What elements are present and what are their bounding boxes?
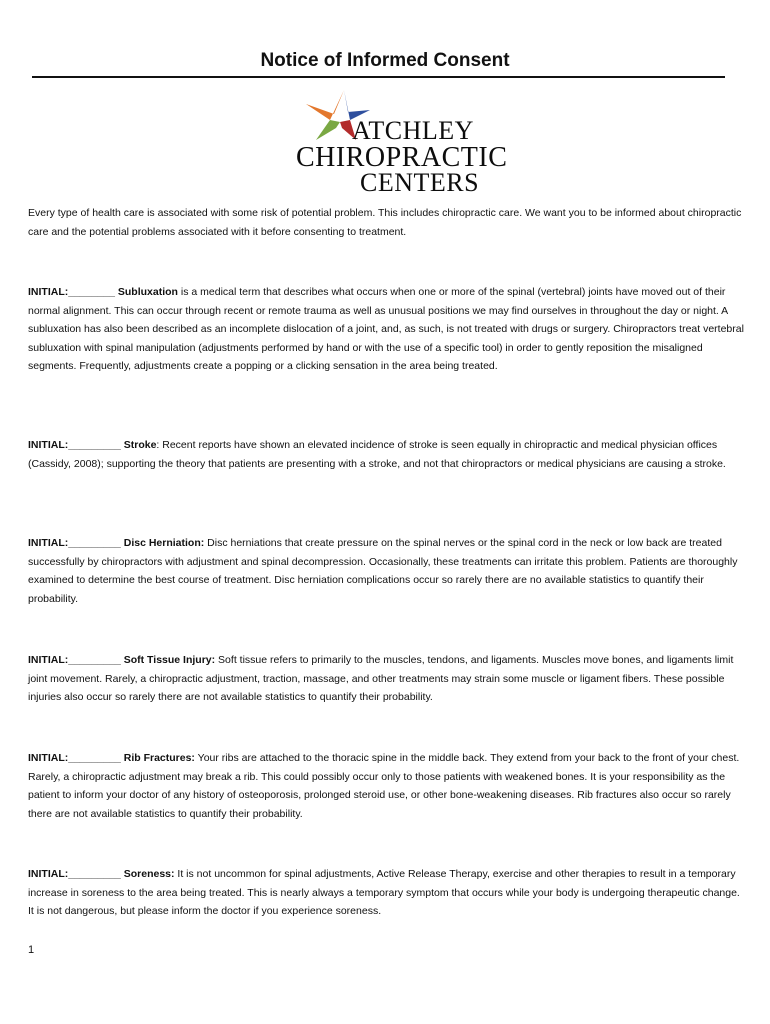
initial-line[interactable]: INITIAL:_________ [28, 654, 121, 666]
consent-section-stroke [28, 436, 746, 473]
section-text: Disc herniations that create pressure on the spinal nerves or the spinal cord in the neck or low back are treated successfully by chiropractors with adjustment and spinal decompression. Occasionally, these treatments can irritate this problem. Patients are thoroughly examined to determine the best course of treatment. Disc herniation complications occur so rarely there are no available statistics to quantify their probability. [28, 537, 738, 605]
section-text: Your ribs are attached to the thoracic spine in the middle back. They extend from your back to the front of your chest. Rarely, a chiropractic adjustment may break a rib. This could possibly occur only to those patients with weakened bones. It is your responsibility as the patient to inform your doctor of any history of osteoporosis, prolonged steroid use, or other bone-weakening diseases. Rib fractures also occur so rarely there are not available statistics to quantify their probability. [28, 752, 740, 820]
section-term: Disc Herniation: [123, 537, 205, 549]
clinic-logo [296, 82, 508, 197]
section-text: Soft tissue refers to primarily to the muscles, tendons, and ligaments. Muscles move bones, and ligaments limit joint movement. Rarely, a chiropractic adjustment, traction, massage, and other treatments may strain some muscle or ligament fibers. These possible injuries also occur so rarely there are not available statistics to quantify their probability. [28, 654, 734, 703]
section-term: Rib Fractures: [123, 752, 195, 764]
initial-line[interactable]: INITIAL:_________ [28, 439, 121, 451]
consent-section-disc-herniation [28, 534, 746, 608]
consent-section-soft-tissue [28, 651, 746, 707]
section-term: Soreness: [123, 868, 175, 880]
consent-section-rib-fractures [28, 749, 746, 823]
section-term: Subluxation [117, 286, 178, 298]
initial-line[interactable]: INITIAL:_________ [28, 868, 121, 880]
logo-text-line1: ATCHLEY [352, 116, 474, 145]
initial-line[interactable]: INITIAL:________ [28, 286, 115, 298]
title-underline [32, 76, 725, 78]
section-text: is a medical term that describes what occurs when one or more of the spinal (vertebral) joints have moved out of their normal alignment. This can occur through recent or remote trauma as well as unusual positions we may find ourselves in throughout the day or night. A subluxation has also been described as an incomplete dislocation of a joint, and, as such, is not treated with drugs or surgery. Chiropractors treat vertebral subluxation with spinal manipulation (adjustments performed by hand or with the use of a specific tool) in order to gently reposition the misaligned segments. Frequently, adjustments create a popping or a clicking sensation in the area being treated. [28, 286, 744, 372]
logo-text-line2: CHIROPRACTIC [296, 142, 508, 173]
section-term: Stroke [123, 439, 157, 451]
section-text: : Recent reports have shown an elevated incidence of stroke is seen equally in chiropractic and medical physician offices (Cassidy, 2008); supporting the theory that patients are presenting with a stroke, and not that chiropractors or medical physicians are causing a stroke. [28, 439, 726, 470]
document-title: Notice of Informed Consent [260, 50, 510, 71]
section-text: It is not uncommon for spinal adjustments, Active Release Therapy, exercise and other therapies to result in a temporary increase in soreness to the area being treated. This is nearly always a temporary symptom that occurs while your body is undergoing therapeutic change. It is not dangerous, but please inform the doctor if you experience soreness. [28, 868, 740, 917]
initial-line[interactable]: INITIAL:_________ [28, 752, 121, 764]
consent-section-soreness [28, 865, 746, 921]
star-segment-orange [306, 90, 344, 120]
logo-text-line3: CENTERS [360, 168, 480, 197]
intro-text: Every type of health care is associated with some risk of potential problem. This includes chiropractic care. We want you to be informed about chiropractic care and the potential problems associated with it before consenting to treatment. [28, 207, 742, 238]
page-number: 1 [28, 944, 35, 956]
initial-line[interactable]: INITIAL:_________ [28, 537, 121, 549]
section-term: Soft Tissue Injury: [123, 654, 216, 666]
consent-section-subluxation [28, 283, 746, 376]
intro-paragraph [28, 204, 746, 241]
star-segment-green [316, 120, 340, 140]
